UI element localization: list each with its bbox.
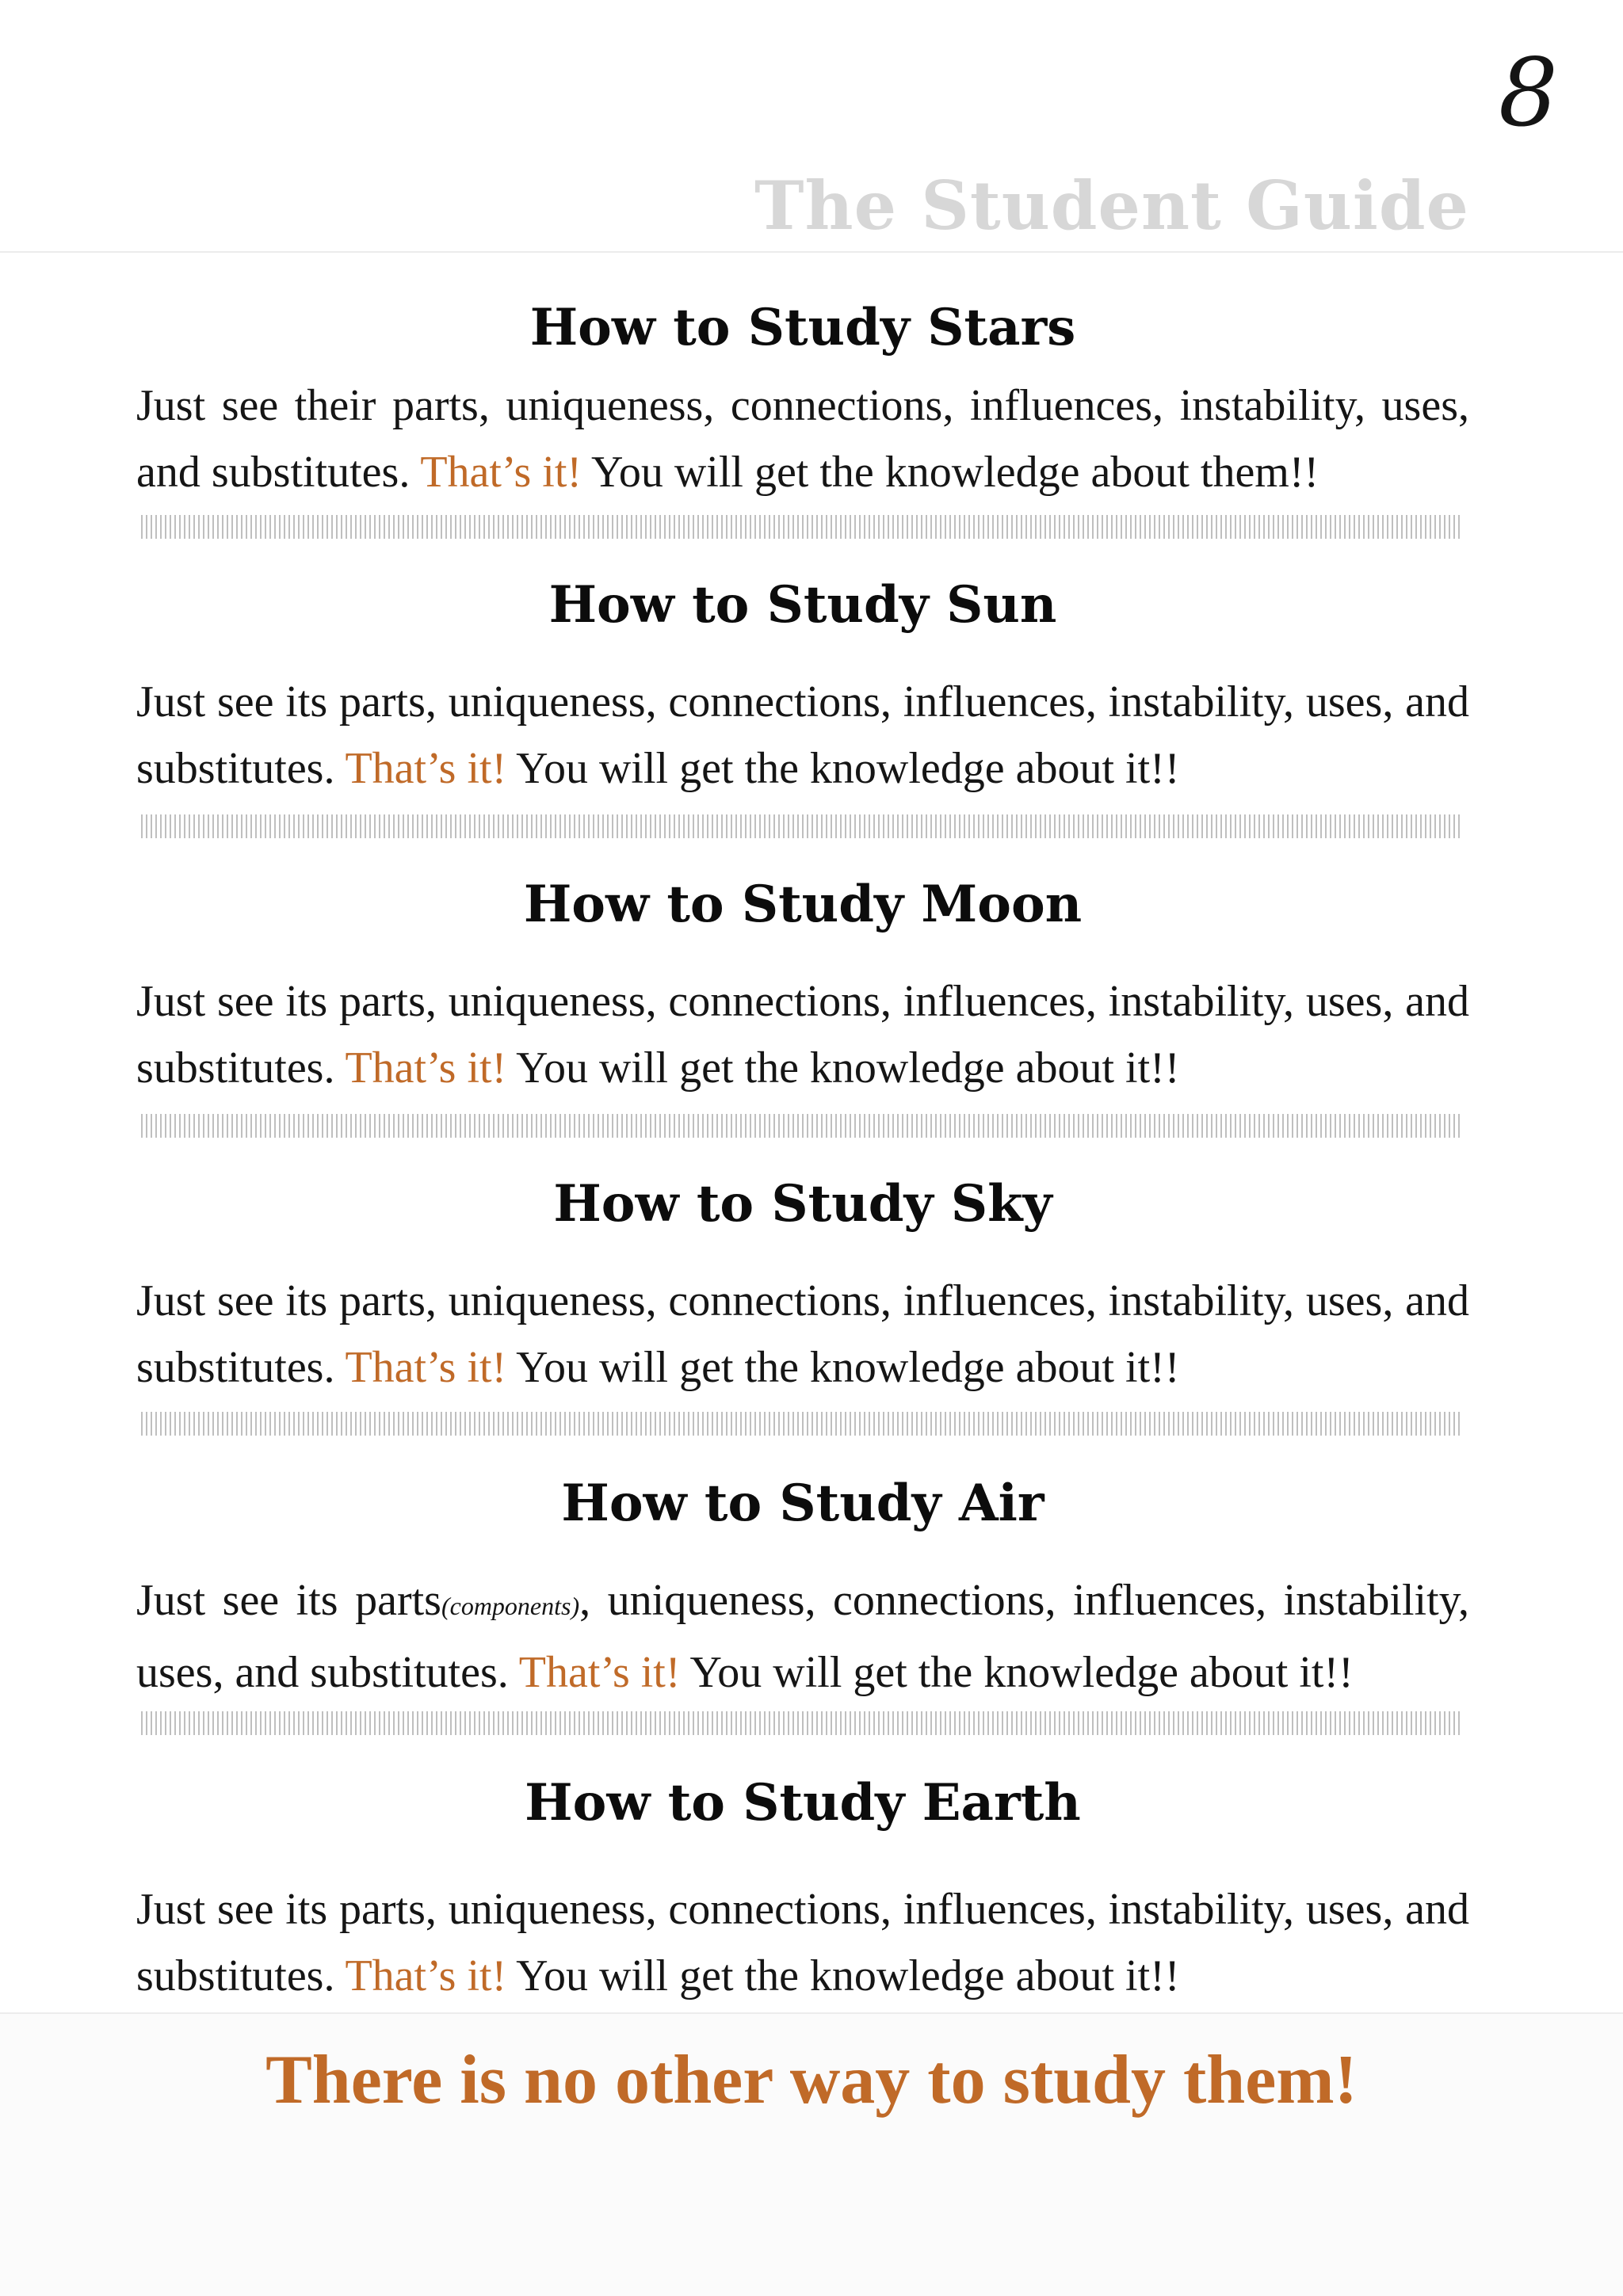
section-stars	[136, 298, 1469, 497]
body-text-end: You will get the knowledge about it!!	[506, 744, 1180, 793]
section-divider	[141, 515, 1463, 539]
section-body	[136, 1876, 1469, 2009]
highlight-text: That’s it!	[345, 1951, 507, 2000]
highlight-text: That’s it!	[518, 1648, 681, 1697]
section-heading: How to Study Stars	[529, 298, 1076, 357]
section-divider	[141, 1114, 1463, 1138]
section-heading: How to Study Earth	[525, 1773, 1081, 1833]
highlight-text: That’s it!	[420, 448, 582, 497]
highlight-text: That’s it!	[345, 744, 507, 793]
section-earth	[136, 1773, 1469, 2000]
guide-title: The Student Guide	[754, 166, 1469, 245]
section-body	[136, 968, 1469, 1101]
section-body	[136, 669, 1469, 802]
body-text: Just see its parts, uniqueness, connections, influences, instability, uses, and substitutes.	[136, 977, 1469, 1093]
section-air	[136, 1474, 1469, 1697]
section-divider	[141, 814, 1463, 838]
body-text-middle: , uniqueness, connections, influences, instability, uses, and substitutes.	[136, 1576, 1469, 1697]
body-text: Just see their parts, uniqueness, connections, influences, instability, uses, and substitutes.	[136, 381, 1469, 497]
page-number: 8	[1498, 38, 1558, 147]
body-text-end: You will get the knowledge about it!!	[506, 1951, 1180, 2000]
highlight-text: That’s it!	[345, 1043, 507, 1093]
section-body	[136, 1268, 1469, 1401]
body-text: Just see its parts, uniqueness, connections, influences, instability, uses, and substitutes.	[136, 1885, 1469, 2000]
highlight-text: That’s it!	[345, 1343, 507, 1392]
section-body	[136, 372, 1469, 505]
body-text: Just see its parts	[136, 1576, 441, 1625]
section-body	[136, 1567, 1469, 1706]
body-text-end: You will get the knowledge about it!!	[680, 1648, 1354, 1697]
body-text-end: You will get the knowledge about it!!	[506, 1343, 1180, 1392]
section-divider	[141, 1711, 1463, 1735]
body-text: Just see its parts, uniqueness, connections, influences, instability, uses, and substitutes.	[136, 1276, 1469, 1392]
section-moon	[136, 875, 1469, 1093]
section-heading: How to Study Sun	[548, 575, 1057, 635]
header-rule	[0, 251, 1623, 253]
section-heading: How to Study Sky	[553, 1174, 1052, 1234]
closing-statement: There is no other way to study them!	[265, 2042, 1358, 2119]
section-divider	[141, 1412, 1463, 1436]
body-text-end: You will get the knowledge about it!!	[506, 1043, 1180, 1093]
components-note: (components)	[441, 1592, 580, 1620]
section-heading: How to Study Moon	[523, 875, 1083, 934]
section-heading: How to Study Air	[561, 1474, 1044, 1533]
body-text-end: You will get the knowledge about them!!	[582, 448, 1319, 497]
section-sky	[136, 1174, 1469, 1392]
section-sun	[136, 575, 1469, 793]
body-text: Just see its parts, uniqueness, connections, influences, instability, uses, and substitutes.	[136, 677, 1469, 793]
